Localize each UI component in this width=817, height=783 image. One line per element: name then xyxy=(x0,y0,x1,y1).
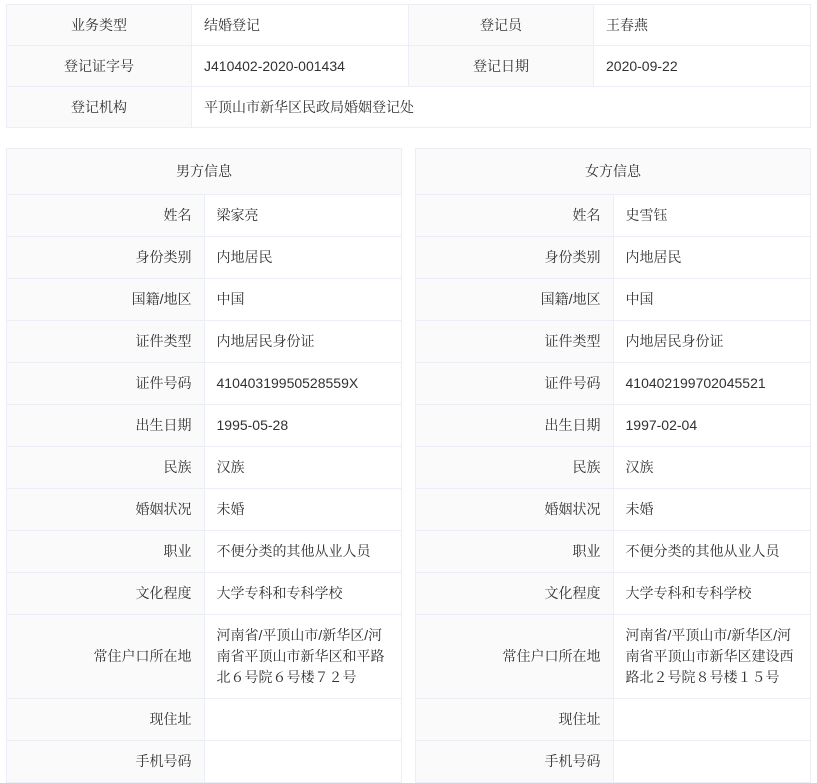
female-value-identity-category: 内地居民 xyxy=(613,237,811,279)
field-value-registration-office: 平顶山市新华区民政局婚姻登记处 xyxy=(192,87,811,128)
male-value-current-address xyxy=(204,699,402,741)
female-label-education: 文化程度 xyxy=(416,573,614,615)
table-row xyxy=(416,321,811,363)
table-row xyxy=(416,699,811,741)
table-row xyxy=(416,447,811,489)
male-value-identity-category: 内地居民 xyxy=(204,237,402,279)
table-row xyxy=(7,531,402,573)
male-label-marital-status: 婚姻状况 xyxy=(7,489,205,531)
table-row xyxy=(416,279,811,321)
male-value-nationality: 中国 xyxy=(204,279,402,321)
male-value-occupation: 不便分类的其他从业人员 xyxy=(204,531,402,573)
male-label-mobile-number: 手机号码 xyxy=(7,741,205,783)
female-label-id-type: 证件类型 xyxy=(416,321,614,363)
field-label-registration-office: 登记机构 xyxy=(7,87,192,128)
table-row xyxy=(7,237,402,279)
female-label-id-number: 证件号码 xyxy=(416,363,614,405)
male-label-id-number: 证件号码 xyxy=(7,363,205,405)
field-label-business-type: 业务类型 xyxy=(7,5,192,46)
female-value-id-type: 内地居民身份证 xyxy=(613,321,811,363)
male-label-identity-category: 身份类别 xyxy=(7,237,205,279)
male-value-household-address: 河南省/平顶山市/新华区/河南省平顶山市新华区和平路北６号院６号楼７２号 xyxy=(204,615,402,699)
registration-summary-table xyxy=(6,4,811,128)
female-value-current-address xyxy=(613,699,811,741)
female-label-name: 姓名 xyxy=(416,195,614,237)
table-row xyxy=(7,46,811,87)
female-info-table xyxy=(415,148,811,783)
male-value-id-number: 41040319950528559X xyxy=(204,363,402,405)
male-value-education: 大学专科和专科学校 xyxy=(204,573,402,615)
female-label-occupation: 职业 xyxy=(416,531,614,573)
table-row xyxy=(416,615,811,699)
male-label-id-type: 证件类型 xyxy=(7,321,205,363)
female-label-birth-date: 出生日期 xyxy=(416,405,614,447)
female-value-occupation: 不便分类的其他从业人员 xyxy=(613,531,811,573)
table-row xyxy=(416,405,811,447)
female-value-marital-status: 未婚 xyxy=(613,489,811,531)
female-info-panel xyxy=(415,148,811,783)
person-panels xyxy=(6,148,811,783)
female-value-name: 史雪钰 xyxy=(613,195,811,237)
table-row xyxy=(416,573,811,615)
field-value-registrar: 王春燕 xyxy=(594,5,811,46)
field-value-certificate-number: J410402-2020-001434 xyxy=(192,46,409,87)
table-row xyxy=(416,531,811,573)
female-label-mobile-number: 手机号码 xyxy=(416,741,614,783)
table-row xyxy=(416,741,811,783)
female-value-ethnicity: 汉族 xyxy=(613,447,811,489)
female-value-id-number: 410402199702045521 xyxy=(613,363,811,405)
table-row xyxy=(416,195,811,237)
field-label-registrar: 登记员 xyxy=(409,5,594,46)
male-label-household-address: 常住户口所在地 xyxy=(7,615,205,699)
table-header-row xyxy=(7,149,402,195)
table-row xyxy=(7,699,402,741)
female-value-birth-date: 1997-02-04 xyxy=(613,405,811,447)
table-row xyxy=(7,405,402,447)
female-value-education: 大学专科和专科学校 xyxy=(613,573,811,615)
table-row xyxy=(7,363,402,405)
male-value-marital-status: 未婚 xyxy=(204,489,402,531)
female-label-nationality: 国籍/地区 xyxy=(416,279,614,321)
table-row xyxy=(7,615,402,699)
table-row xyxy=(7,321,402,363)
male-label-nationality: 国籍/地区 xyxy=(7,279,205,321)
male-label-birth-date: 出生日期 xyxy=(7,405,205,447)
male-label-occupation: 职业 xyxy=(7,531,205,573)
male-label-ethnicity: 民族 xyxy=(7,447,205,489)
male-label-current-address: 现住址 xyxy=(7,699,205,741)
male-info-panel xyxy=(6,148,402,783)
table-row xyxy=(7,489,402,531)
table-row xyxy=(416,363,811,405)
table-row xyxy=(7,447,402,489)
female-value-nationality: 中国 xyxy=(613,279,811,321)
table-row xyxy=(416,489,811,531)
field-value-business-type: 结婚登记 xyxy=(192,5,409,46)
female-label-marital-status: 婚姻状况 xyxy=(416,489,614,531)
male-value-name: 梁家亮 xyxy=(204,195,402,237)
table-row xyxy=(7,195,402,237)
table-row xyxy=(7,87,811,128)
male-info-table xyxy=(6,148,402,783)
table-row xyxy=(7,741,402,783)
table-row xyxy=(7,279,402,321)
male-value-birth-date: 1995-05-28 xyxy=(204,405,402,447)
marriage-registration-record xyxy=(0,4,817,783)
female-panel-title: 女方信息 xyxy=(416,149,811,195)
female-value-household-address: 河南省/平顶山市/新华区/河南省平顶山市新华区建设西路北２号院８号楼１５号 xyxy=(613,615,811,699)
field-label-certificate-number: 登记证字号 xyxy=(7,46,192,87)
male-panel-title: 男方信息 xyxy=(7,149,402,195)
table-row xyxy=(7,5,811,46)
field-label-registration-date: 登记日期 xyxy=(409,46,594,87)
field-value-registration-date: 2020-09-22 xyxy=(594,46,811,87)
male-value-id-type: 内地居民身份证 xyxy=(204,321,402,363)
male-value-ethnicity: 汉族 xyxy=(204,447,402,489)
female-label-ethnicity: 民族 xyxy=(416,447,614,489)
female-value-mobile-number xyxy=(613,741,811,783)
table-row xyxy=(416,237,811,279)
male-value-mobile-number xyxy=(204,741,402,783)
female-label-identity-category: 身份类别 xyxy=(416,237,614,279)
table-header-row xyxy=(416,149,811,195)
male-label-education: 文化程度 xyxy=(7,573,205,615)
female-label-current-address: 现住址 xyxy=(416,699,614,741)
female-label-household-address: 常住户口所在地 xyxy=(416,615,614,699)
table-row xyxy=(7,573,402,615)
male-label-name: 姓名 xyxy=(7,195,205,237)
